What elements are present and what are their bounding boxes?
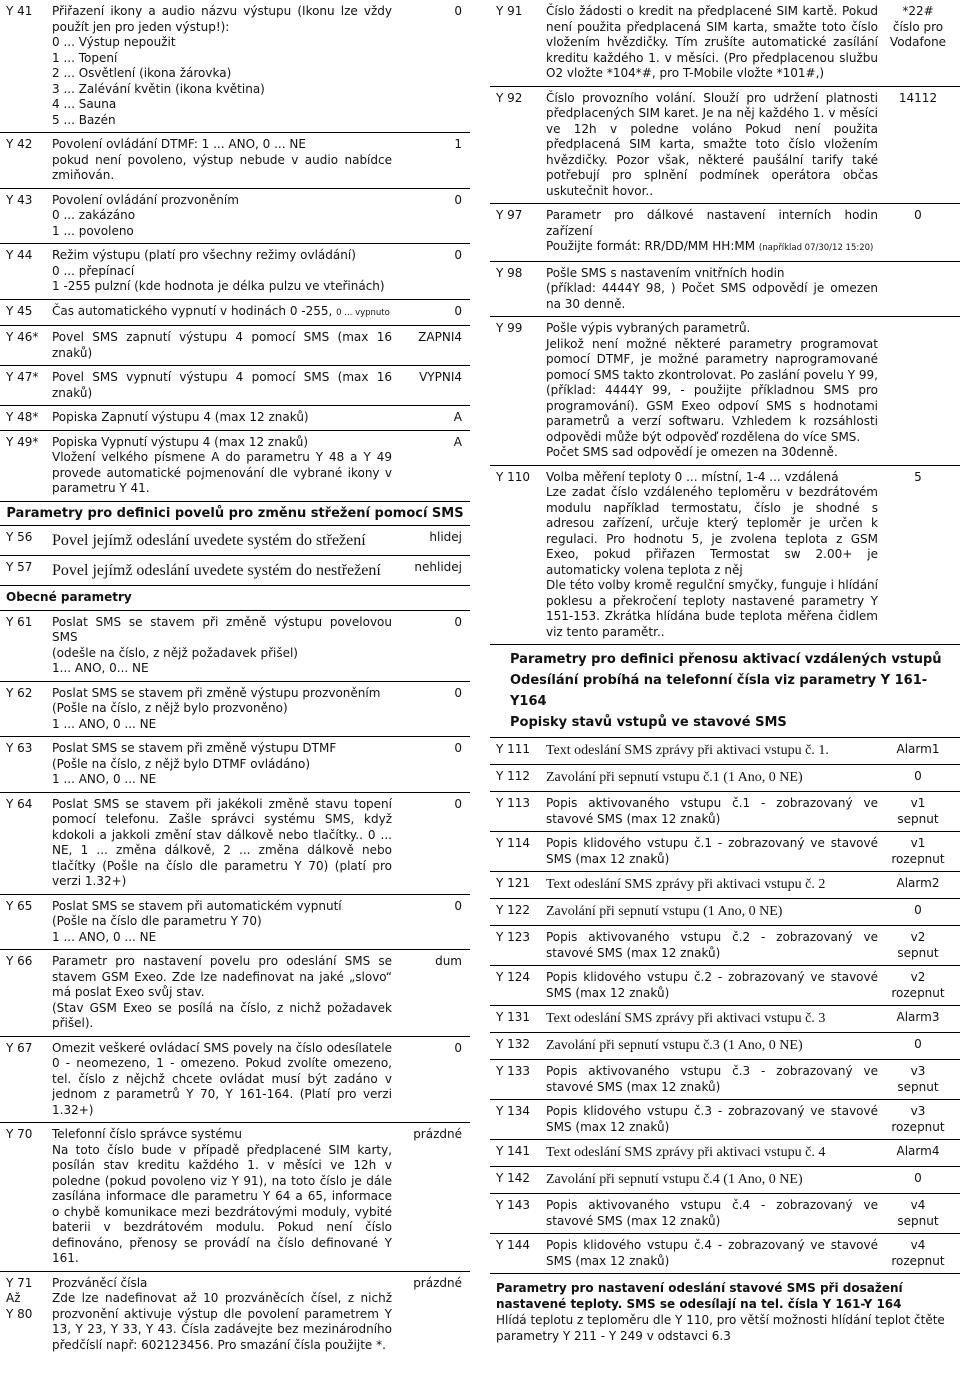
param-id: Y 65 xyxy=(6,898,33,913)
param-description xyxy=(546,1010,884,1028)
param-id: Y 99 xyxy=(496,321,523,335)
description-line: Omezit veškeré ovládací SMS povely na číslo odesílatele 0 - neomezeno, 1 - omezeno. Pokud zvolíte omezeno, tel. číslo z nějchž chcete ovládat musí být zadáno v jednom z parametrů Y 70, Y 161-164. (Platí pro verzi 1.32+) xyxy=(52,1040,392,1117)
description-line: Prozváněcí čísla xyxy=(52,1275,148,1290)
param-row xyxy=(0,950,470,1037)
param-id: Y 42 xyxy=(6,137,33,151)
param-id: Y 121 xyxy=(496,876,531,890)
description-line: Poslat SMS se stavem při změně výstupu prozvoněním xyxy=(52,685,381,700)
param-id: Y 71 Až Y 80 xyxy=(6,1275,33,1321)
param-description xyxy=(52,686,398,733)
param-default-value: v4 sepnut xyxy=(897,1198,939,1228)
param-row xyxy=(490,0,960,87)
description-line: Poslat SMS se stavem při automatickém vypnutí xyxy=(52,898,342,913)
param-id: Y 92 xyxy=(496,90,523,105)
param-description xyxy=(52,370,398,401)
param-id: Y 141 xyxy=(496,1144,531,1158)
param-default-value: Alarm2 xyxy=(896,876,940,890)
param-id: Y 91 xyxy=(496,4,523,18)
description-line: Dle této volby kromě regulční smyčky, funguje i hlídání poklesu a překročení teploty nastavené parametry Y 151-153. Zkrátka hlídána bude teplota měřena čidlem viz tento paramětr.. xyxy=(546,578,878,639)
left-column xyxy=(0,0,470,1357)
param-description xyxy=(546,930,884,961)
description-line: Parametr pro dálkové nastavení interních hodin zařízení xyxy=(546,208,878,238)
param-id: Y 61 xyxy=(6,614,33,629)
description-line: Pošle výpis vybraných parametrů. xyxy=(546,321,751,335)
description-line: 0 ... Výstup nepoužit xyxy=(52,35,176,49)
param-description xyxy=(546,266,884,313)
param-description xyxy=(546,208,884,257)
description-line: Režim výstupu (platí pro všechny režimy ovládání) xyxy=(52,248,356,262)
param-description xyxy=(52,193,398,240)
param-description xyxy=(52,137,398,184)
section-heading: Parametry pro definici povelů pro změnu střežení pomocí SMS xyxy=(0,502,470,527)
description-line: Povel SMS vypnutí výstupu 4 pomocí SMS (max 16 znaků) xyxy=(52,370,392,400)
description-line: Na toto číslo bude v případě předplacené SIM karty, posílán stav kreditu každého 1. v měsíci ve 12h v poledne (pokud povoleno viz Y 91), na toto číslo je dále zasílána informace dle parametru Y 64 a 65, informace o chybě komunikace mezi bezdrátovými moduly, vybité baterii v bezdrátovém modulu. Pokud není číslo definováno, přenosy se provádí na číslo definované Y 161. xyxy=(52,1142,392,1265)
description-line: 1 -255 pulzní (kde hodnota je délka pulzu ve vteřinách) xyxy=(52,279,385,293)
footer-plain: Hlídá teplotu z teploměru dle Y 110, pro větší možnosti hlídání teplot čtěte parametry Y 211 - Y 249 v odstavci 6.3 xyxy=(496,1313,945,1343)
param-default-value: A xyxy=(453,434,462,449)
param-id: Y 46* xyxy=(6,330,39,344)
param-description xyxy=(52,899,398,946)
description-line: (Stav GSM Exeo se posílá na číslo, z nichž požadavek přišel). xyxy=(52,1000,392,1030)
description-line: Počet SMS sad odpovědí je omezen na 30denně. xyxy=(546,445,838,459)
param-description xyxy=(546,321,884,461)
param-default-value: 0 xyxy=(454,303,462,318)
param-row xyxy=(490,466,960,646)
right-column xyxy=(490,0,960,1348)
param-default-value: v1 rozepnut xyxy=(891,836,945,866)
param-description xyxy=(52,797,398,890)
description-line: Popis aktivovaného vstupu č.1 - zobrazovaný ve stavové SMS (max 12 znaků) xyxy=(546,796,878,826)
param-default-value: A xyxy=(453,410,462,424)
param-row xyxy=(490,738,960,765)
param-default-value: v2 rozepnut xyxy=(891,970,945,1000)
description-line: Zavolání při sepnutí vstupu (1 Ano, 0 NE) xyxy=(546,904,783,919)
param-row xyxy=(490,1060,960,1100)
description-line: (příklad: 4444Y 98, ) Počet SMS odpovědí je omezen na 30 denně. xyxy=(546,281,878,311)
param-row xyxy=(490,899,960,926)
param-id: Y 114 xyxy=(496,836,531,850)
description-line: Parametr pro nastavení povelu pro odeslání SMS se stavem GSM Exeo. Zde lze nadefinovat na jaké „slovo“ má poslat Exeo svůj stav. xyxy=(52,954,392,999)
param-row xyxy=(490,1194,960,1234)
param-description xyxy=(546,470,884,641)
param-default-value: 0 xyxy=(914,208,922,222)
param-default-value: v1 sepnut xyxy=(897,796,939,826)
param-row xyxy=(0,406,470,431)
param-description xyxy=(52,741,398,788)
param-row xyxy=(490,872,960,899)
param-row xyxy=(0,431,470,502)
param-default-value: v2 sepnut xyxy=(897,930,939,960)
param-description xyxy=(546,796,884,827)
param-row xyxy=(0,1037,470,1124)
param-row xyxy=(0,556,470,586)
param-id: Y 112 xyxy=(496,769,531,783)
param-row xyxy=(490,1100,960,1140)
description-line: Pošle SMS s nastavením vnitřních hodin xyxy=(546,265,785,280)
param-default-value: 0 xyxy=(914,1171,922,1185)
param-id: Y 111 xyxy=(496,742,531,756)
description-line: Zavolání při sepnutí vstupu č.4 (1 Ano, 0 NE) xyxy=(546,1172,803,1187)
param-row xyxy=(0,895,470,951)
param-row xyxy=(0,244,470,300)
param-default-value: 0 xyxy=(454,685,462,700)
param-row xyxy=(490,1140,960,1167)
param-id: Y 41 xyxy=(6,4,33,18)
param-row xyxy=(490,926,960,966)
param-id: Y 67 xyxy=(6,1040,33,1055)
param-default-value: 0 xyxy=(454,248,462,262)
param-id: Y 97 xyxy=(496,208,523,222)
param-row xyxy=(0,0,470,133)
param-default-value: 0 xyxy=(454,898,462,913)
param-description xyxy=(52,410,398,426)
param-description xyxy=(52,615,398,677)
param-default-value: 0 xyxy=(454,614,462,629)
param-default-value: 5 xyxy=(914,469,922,484)
param-row xyxy=(0,366,470,406)
description-line: 4 ... Sauna xyxy=(52,97,117,111)
description-line: Popis aktivovaného vstupu č.3 - zobrazovaný ve stavové SMS (max 12 znaků) xyxy=(546,1064,878,1094)
param-description xyxy=(546,4,884,82)
description-line: Zde lze nadefinovat až 10 prozváněcích čísel, z nichž prozvonění aktivuje výstup dle povolení parametrem Y 13, Y 23, Y 33, Y 43. Čísla zadávejte bez mezinárodního předčíslí např: 602123456. Pro smazání čísla použijte *. xyxy=(52,1291,392,1352)
param-description xyxy=(52,330,398,361)
param-description xyxy=(546,876,884,894)
description-line: (Pošle na číslo, z nějž bylo prozvoněno) xyxy=(52,701,288,715)
param-row xyxy=(0,737,470,793)
param-default-value: dum xyxy=(435,954,462,968)
param-row xyxy=(490,87,960,205)
param-id: Y 49* xyxy=(6,434,39,449)
param-default-value: ZAPNI4 xyxy=(418,330,462,344)
param-default-value: v3 rozepnut xyxy=(891,1104,945,1134)
param-default-value xyxy=(884,266,954,313)
param-id: Y 48* xyxy=(6,410,39,424)
param-row xyxy=(490,317,960,466)
param-default-value: prázdné xyxy=(413,1127,462,1141)
param-row xyxy=(490,204,960,262)
param-default-value: 0 xyxy=(454,1040,462,1055)
footer-bold: Parametry pro nastavení odeslání stavové SMS při dosažení nastavené teploty. SMS se odesílají na tel. čísla Y 161-Y 164 xyxy=(496,1281,903,1311)
param-row xyxy=(0,526,470,556)
param-id: Y 144 xyxy=(496,1238,531,1252)
param-id: Y 63 xyxy=(6,741,33,755)
description-line: 3 ... Zalévání květin (ikona květina) xyxy=(52,81,265,96)
param-id: Y 57 xyxy=(6,560,33,574)
param-id: Y 143 xyxy=(496,1198,531,1212)
description-line: 1 ... povoleno xyxy=(52,223,134,238)
param-description xyxy=(52,304,398,322)
description-line: Přiřazení ikony a audio názvu výstupu (Ikonu lze vždy použít jen pro jeden výstup!): xyxy=(52,4,392,34)
description-line: Poslat SMS se stavem při změně výstupu povelovou SMS xyxy=(52,614,392,644)
description-line: Popis klidového vstupu č.2 - zobrazovaný ve stavové SMS (max 12 znaků) xyxy=(546,970,878,1000)
description-line: Použijte formát: RR/DD/MM HH:MM xyxy=(546,239,756,253)
description-line: Telefonní číslo správce systému xyxy=(52,1127,243,1141)
param-default-value: Alarm1 xyxy=(896,742,940,756)
param-id: Y 113 xyxy=(496,796,531,810)
param-default-value: *22# číslo pro Vodafone xyxy=(889,4,947,49)
section-heading-line: Odesílání probíhá na telefonní čísla viz parametry Y 161- Y164 xyxy=(510,673,928,709)
param-id: Y 132 xyxy=(496,1037,531,1051)
param-description xyxy=(52,560,398,581)
description-line: 1 ... Topení xyxy=(52,50,118,65)
param-default-value: v3 sepnut xyxy=(897,1064,939,1094)
description-line: Jelikož není možné některé parametry programovat pomocí DTMF, je možné parametry naprogramované pomocí SMS takto zkontrolovat. Po zaslání povelu Y 99, (příklad: 4444Y 99, - použijte příkladnou SMS pro programování). GSM Exeo odpoví SMS s hodnotami parametrů a verzí softwaru. Vzhledem k rozsáhlosti odpovědi může být odpověď rozdělena do více SMS. xyxy=(546,336,878,444)
section-heading xyxy=(490,645,960,738)
param-default-value: VYPNI4 xyxy=(419,370,462,384)
param-id: Y 124 xyxy=(496,970,531,984)
param-id: Y 122 xyxy=(496,903,531,917)
description-line: Lze zadat číslo vzdáleného teploměru v bezdrátovém modulu například termostatu, číslo je shodné s adresou zařízení, určuje který teploměr je určen k regulaci. Pro hodnotu 5, je zvolena teplota z GSM Exeo, pokud přiřazen Termostat sw 2.00+ je automaticky volena teplota z něj xyxy=(546,485,878,577)
param-row xyxy=(490,1033,960,1060)
param-description xyxy=(546,1198,884,1229)
description-line: Text odeslání SMS zprávy při aktivaci vstupu č. 1. xyxy=(546,743,829,758)
param-id: Y 66 xyxy=(6,954,33,968)
param-description xyxy=(546,903,884,921)
description-line: 1 ... ANO, 0 ... NE xyxy=(52,929,157,944)
param-row xyxy=(0,189,470,245)
param-row xyxy=(490,1234,960,1274)
description-line: Text odeslání SMS zprávy při aktivaci vstupu č. 3 xyxy=(546,1011,826,1026)
param-row xyxy=(490,792,960,832)
description-line: Popiska Zapnutí výstupu 4 (max 12 znaků) xyxy=(52,410,309,424)
param-row xyxy=(0,793,470,895)
param-id: Y 70 xyxy=(6,1127,33,1141)
param-id: Y 62 xyxy=(6,685,33,700)
param-description xyxy=(546,91,884,200)
param-description xyxy=(546,1144,884,1162)
description-line: Čas automatického vypnutí v hodinách 0 -255, xyxy=(52,303,333,318)
param-row xyxy=(0,326,470,366)
description-note: 0 ... vypnuto xyxy=(336,307,390,318)
param-row xyxy=(0,611,470,682)
param-description xyxy=(52,435,398,497)
param-description xyxy=(546,836,884,867)
param-id: Y 133 xyxy=(496,1064,531,1078)
param-row xyxy=(490,966,960,1006)
param-id: Y 43 xyxy=(6,192,33,207)
description-line: Popis aktivovaného vstupu č.2 - zobrazovaný ve stavové SMS (max 12 znaků) xyxy=(546,930,878,960)
description-line: Poslat SMS se stavem při změně výstupu DTMF xyxy=(52,741,337,755)
description-line: pokud není povoleno, výstup nebude v audio nabídce zmiňován. xyxy=(52,152,392,182)
param-description xyxy=(546,769,884,787)
right-rows xyxy=(490,0,960,1274)
description-line: Popis aktivovaného vstupu č.4 - zobrazovaný ve stavové SMS (max 12 znaků) xyxy=(546,1198,878,1228)
description-line: 0 ... přepínací xyxy=(52,263,135,278)
param-default-value: nehlidej xyxy=(414,560,462,574)
description-line: Popiska Vypnutí výstupu 4 (max 12 znaků) xyxy=(52,434,309,449)
param-default-value xyxy=(884,321,954,461)
description-line: 1... ANO, 0... NE xyxy=(52,661,149,675)
param-default-value: 1 xyxy=(454,137,462,151)
description-line: Volba měření teploty 0 ... místní, 1-4 ... vzdálená xyxy=(546,469,839,484)
section-heading: Obecné parametry xyxy=(0,586,470,611)
param-description xyxy=(546,1037,884,1055)
param-default-value: 0 xyxy=(454,796,462,811)
description-line: Text odeslání SMS zprávy při aktivaci vstupu č. 4 xyxy=(546,1145,826,1160)
param-description xyxy=(546,1064,884,1095)
description-line: 0 ... zakázáno xyxy=(52,208,136,222)
param-id: Y 98 xyxy=(496,265,523,280)
description-line: Popis klidového vstupu č.1 - zobrazovaný ve stavové SMS (max 12 znaků) xyxy=(546,836,878,866)
param-description xyxy=(52,530,398,551)
param-default-value: 0 xyxy=(914,903,922,917)
description-note: (například 07/30/12 15:20) xyxy=(758,243,874,253)
description-line: Povel jejímž odeslání uvedete systém do střežení xyxy=(52,532,366,549)
description-line: Zavolání při sepnutí vstupu č.3 (1 Ano, 0 NE) xyxy=(546,1038,803,1053)
param-description xyxy=(546,1238,884,1269)
param-default-value: 0 xyxy=(454,4,462,18)
param-id: Y 56 xyxy=(6,530,33,544)
param-description xyxy=(52,1276,398,1354)
param-row xyxy=(0,133,470,189)
param-description xyxy=(52,4,398,128)
param-id: Y 47* xyxy=(6,370,39,384)
param-description xyxy=(52,1127,398,1267)
param-default-value: 0 xyxy=(914,1037,922,1051)
param-row xyxy=(0,1272,470,1358)
param-row xyxy=(0,682,470,738)
param-description xyxy=(52,954,398,1032)
description-line: (Pošle na číslo dle parametru Y 70) xyxy=(52,914,262,928)
param-id: Y 45 xyxy=(6,303,33,318)
description-line: Povolení ovládání prozvoněním xyxy=(52,192,239,207)
description-line: (Pošle na číslo, z nějž bylo DTMF ovládáno) xyxy=(52,756,311,771)
param-default-value: v4 rozepnut xyxy=(891,1238,945,1268)
param-row xyxy=(490,765,960,792)
description-line: 5 ... Bazén xyxy=(52,112,116,127)
description-line: Poslat SMS se stavem při jakékoli změně stavu topení pomocí telefonu. Zašle správci systému SMS, když kdokoli a jakkoli změní stav dálkově nebo tlačítky.. 0 ... NE, 1 ... změna dálkově, 2 ... změna dálkově nebo tlačítky (Pošle na číslo dle parametru Y 70) (platí pro verzi 1.32+) xyxy=(52,796,392,888)
param-row xyxy=(490,1006,960,1033)
param-description xyxy=(52,248,398,295)
param-row xyxy=(490,1167,960,1194)
param-id: Y 142 xyxy=(496,1171,531,1185)
description-line: Popis klidového vstupu č.4 - zobrazovaný ve stavové SMS (max 12 znaků) xyxy=(546,1238,878,1268)
description-line: Povolení ovládání DTMF: 1 ... ANO, 0 ... NE xyxy=(52,137,306,151)
param-id: Y 131 xyxy=(496,1010,531,1024)
description-line: 2 ... Osvětlení (ikona žárovka) xyxy=(52,66,232,80)
param-description xyxy=(546,1104,884,1135)
description-line: 1 ... ANO, 0 ... NE xyxy=(52,716,157,731)
param-row xyxy=(490,832,960,872)
description-line: Text odeslání SMS zprávy při aktivaci vstupu č. 2 xyxy=(546,877,826,892)
param-default-value: 0 xyxy=(914,769,922,783)
param-default-value: hlidej xyxy=(429,530,462,544)
param-description xyxy=(546,1171,884,1189)
description-line: 1 ... ANO, 0 ... NE xyxy=(52,772,157,786)
param-default-value: 14112 xyxy=(898,90,938,105)
param-id: Y 110 xyxy=(496,469,531,484)
footer-note xyxy=(490,1274,960,1348)
section-heading-line: Parametry pro definici přenosu aktivací vzdálených vstupů xyxy=(510,652,942,667)
description-line: Číslo žádosti o kredit na předplacené SIM kartě. Pokud není použita předplacená SIM karta, smažte toto číslo vložením hvězdičky. Tím zrušíte automatické zasílání kreditu každého 1. v měsíci. (Pro předplacenou službu O2 vložte *104*#, pro T-Mobile vložte *101#,) xyxy=(546,4,878,80)
param-row xyxy=(0,300,470,327)
section-heading-line: Popisky stavů vstupů ve stavové SMS xyxy=(510,715,787,730)
description-line: Zavolání při sepnutí vstupu č.1 (1 Ano, 0 NE) xyxy=(546,770,803,785)
description-line: Povel jejímž odeslání uvedete systém do nestřežení xyxy=(52,562,381,579)
param-description xyxy=(546,742,884,760)
param-default-value: Alarm4 xyxy=(896,1144,940,1158)
param-default-value: Alarm3 xyxy=(896,1010,940,1024)
param-id: Y 64 xyxy=(6,796,33,811)
param-default-value: 0 xyxy=(454,192,462,207)
param-id: Y 134 xyxy=(496,1104,531,1118)
description-line: Vložení velkého písmene A do parametru Y 48 a Y 49 provede automatické pojmenování dle vybrané ikony v parametru Y 41. xyxy=(52,450,392,495)
param-row xyxy=(0,1123,470,1272)
param-default-value: 0 xyxy=(454,741,462,755)
param-description xyxy=(546,970,884,1001)
param-default-value: prázdné xyxy=(413,1275,462,1290)
description-line: Popis klidového vstupu č.3 - zobrazovaný ve stavové SMS (max 12 znaků) xyxy=(546,1104,878,1134)
description-line: Číslo provozního volání. Slouží pro udržení platnosti předplacených SIM karet. Je na něj každého 1. v měsíci ve 12h v poledne voláno Pokud není použita předplacená SIM karta, smažte toto číslo vložením hvězdičky. Pozor však, některé paušální tarify také potřebují pro splnění podmínek operátora občas uskutečnit hovor.. xyxy=(546,90,878,198)
param-row xyxy=(490,262,960,318)
param-id: Y 44 xyxy=(6,248,33,262)
description-line: Povel SMS zapnutí výstupu 4 pomocí SMS (max 16 znaků) xyxy=(52,330,392,360)
param-description xyxy=(52,1041,398,1119)
description-line: (odešle na číslo, z nějž požadavek přišel) xyxy=(52,645,298,660)
param-id: Y 123 xyxy=(496,930,531,944)
